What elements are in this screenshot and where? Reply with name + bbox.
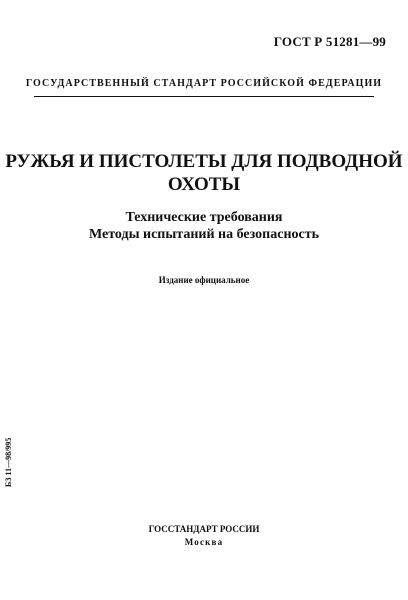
edition-note: Издание официальное [158, 275, 250, 285]
standard-number: ГОСТ Р 51281—99 [273, 34, 386, 49]
document-subtitle [0, 209, 408, 243]
title-line-1: РУЖЬЯ И ПИСТОЛЕТЫ ДЛЯ ПОДВОДНОЙ [5, 151, 403, 172]
publisher: ГОССТАНДАРТ РОССИИ [148, 524, 260, 534]
title-line-2: ОХОТЫ [167, 174, 241, 195]
header-divider [34, 96, 374, 97]
document-title [0, 150, 408, 196]
subtitle-line-2: Методы испытаний на безопасность [88, 227, 320, 242]
publication-city: Москва [184, 537, 224, 547]
state-standard-heading: ГОСУДАРСТВЕННЫЙ СТАНДАРТ РОССИЙСКОЙ ФЕДЕРАЦИИ [25, 78, 383, 89]
subtitle-line-1: Технические требования [125, 210, 283, 225]
side-code: БЗ 11—98/995 [4, 437, 13, 487]
